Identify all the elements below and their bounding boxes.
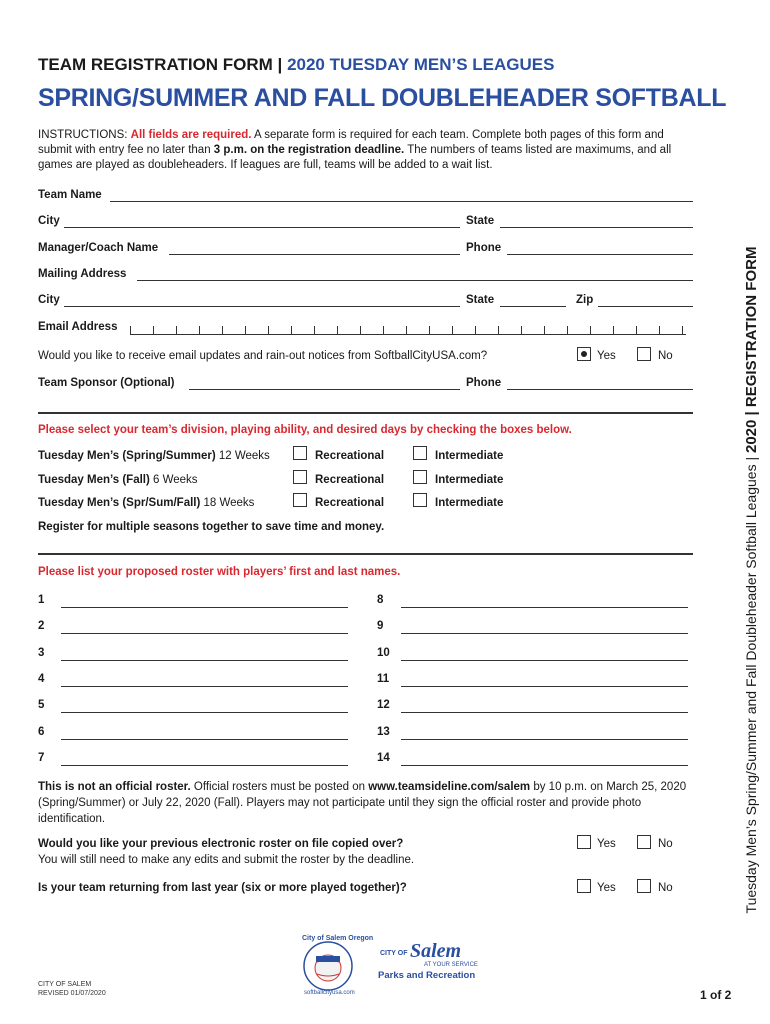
roster-note [38,779,693,827]
division-row-fall [38,474,198,486]
roster-number: 13 [377,726,390,738]
email-no-checkbox[interactable] [637,347,651,361]
roster-number: 7 [38,752,45,764]
intermediate-label: Intermediate [435,497,504,509]
teamsideline-link[interactable]: www.teamsideline.com/salem [368,781,531,793]
team-name-field[interactable] [110,189,693,202]
roster-entry-field[interactable] [61,606,348,608]
roster-entry-field[interactable] [401,632,688,634]
page-title: SPRING/SUMMER AND FALL DOUBLEHEADER SOFTBALL [38,84,727,112]
team-name-row [38,189,693,207]
roster-number: 9 [377,620,384,632]
mailing-row [38,268,693,286]
roster-entry-field[interactable] [61,685,348,687]
division-row-spring [38,450,270,462]
roster-number: 8 [377,594,384,606]
zip-label: Zip [576,294,594,306]
state-field[interactable] [500,215,693,228]
roster-entry-field[interactable] [401,764,688,766]
email-question: Would you like to receive email updates and rain-out notices from SoftballCityUSA.com? [38,350,488,362]
instructions-text: A separate form is required for each team. Complete both pages of this form and submit with entry fee no later than [38,129,664,156]
phone2-label: Phone [466,377,502,389]
copy-roster-yes-label: Yes [597,838,616,850]
returning-no-label: No [658,882,673,894]
copy-roster-no-checkbox[interactable] [637,835,651,849]
email-yes-label: Yes [597,350,616,362]
at-your-service-text: AT YOUR SERVICE [424,962,478,968]
email-field[interactable] [130,321,686,335]
spring-intermediate-checkbox[interactable] [413,446,427,460]
footer-revised: REVISED 01/07/2020 [38,990,106,997]
team-name-label: Team Name [38,189,102,201]
mailing-field[interactable] [137,268,693,281]
roster-number: 12 [377,699,390,711]
returning-question: Is your team returning from last year (six or more played together)? [38,882,407,894]
sponsor-field[interactable] [189,377,460,390]
header-league: 2020 TUESDAY MEN’S LEAGUES [287,55,555,74]
instructions [38,128,690,173]
instructions-text-2: The numbers of teams listed are maximums, and all games are played as doubleheaders. If leagues are full, teams will be added to a wait list. [38,144,672,171]
city2-label: City [38,294,60,306]
division-name: Tuesday Men’s (Spr/Sum/Fall) [38,497,201,509]
softball-city-logo [292,932,374,1000]
footer-info [38,980,106,998]
recreational-label: Recreational [315,450,385,462]
state2-label: State [466,294,495,306]
state-label: State [466,215,495,227]
email-yes-checkbox[interactable] [577,347,591,361]
side-banner-title: 2020 | REGISTRATION FORM [743,246,760,453]
email-label: Email Address [38,321,118,333]
sponsor-row [38,377,693,395]
roster-entry-field[interactable] [401,711,688,713]
roster-number: 4 [38,673,45,685]
roster-number: 10 [377,647,390,659]
city-of-text: CITY OF [380,950,408,957]
all-intermediate-checkbox[interactable] [413,493,427,507]
division-weeks: 12 Weeks [215,450,270,462]
returning-no-checkbox[interactable] [637,879,651,893]
division-weeks: 18 Weeks [200,497,255,509]
softball-url-text: softballcityusa.com [304,990,355,996]
roster-entry-field[interactable] [61,711,348,713]
mailing-label: Mailing Address [38,268,127,280]
roster-entry-field[interactable] [61,764,348,766]
manager-row [38,242,693,260]
state2-field[interactable] [500,294,566,307]
recreational-label: Recreational [315,497,385,509]
email-no-label: No [658,350,673,362]
side-banner-text: Tuesday Men’s Spring/Summer and Fall Doubleheader Softball Leagues | [743,453,759,914]
divider [38,412,693,414]
copy-roster-yes-checkbox[interactable] [577,835,591,849]
returning-yes-label: Yes [597,882,616,894]
returning-yes-checkbox[interactable] [577,879,591,893]
roster-number: 1 [38,594,45,606]
city-field[interactable] [64,215,460,228]
division-name: Tuesday Men’s (Fall) [38,474,150,486]
all-recreational-checkbox[interactable] [293,493,307,507]
salem-parks-logo [378,940,478,982]
copy-roster-subtext: You will still need to make any edits and submit the roster by the deadline. [38,854,415,866]
footer-city: CITY OF SALEM [38,981,92,988]
manager-field[interactable] [169,242,460,255]
instructions-required: All fields are required. [130,129,252,141]
phone-field[interactable] [507,242,693,255]
page-number: 1 of 2 [700,988,732,1002]
roster-entry-field[interactable] [61,659,348,661]
roster-entry-field[interactable] [401,738,688,740]
instructions-prefix: INSTRUCTIONS: [38,129,131,141]
roster-number: 14 [377,752,390,764]
roster-number: 11 [377,673,390,685]
parks-rec-text: Parks and Recreation [378,970,476,981]
division-weeks: 6 Weeks [149,474,198,486]
copy-roster-no-label: No [658,838,673,850]
intermediate-label: Intermediate [435,450,504,462]
phone-label: Phone [466,242,502,254]
roster-note-text: Official rosters must be posted on [190,781,369,793]
roster-number: 3 [38,647,45,659]
email-row [38,321,693,339]
city-row [38,215,693,233]
roster-entry-field[interactable] [401,659,688,661]
city-state-zip-row [38,294,693,312]
manager-label: Manager/Coach Name [38,242,159,254]
division-heading: Please select your team’s division, playing ability, and desired days by checking the boxes below. [38,424,572,436]
division-name: Tuesday Men’s (Spring/Summer) [38,450,216,462]
fall-intermediate-checkbox[interactable] [413,470,427,484]
divider [38,553,693,555]
city-label: City [38,215,60,227]
roster-number: 2 [38,620,45,632]
form-header [38,55,554,75]
instructions-deadline: 3 p.m. on the registration deadline. [213,144,405,156]
header-label: TEAM REGISTRATION FORM | [38,55,283,74]
roster-note-bold: This is not an official roster. [38,781,191,793]
spring-recreational-checkbox[interactable] [293,446,307,460]
phone2-field[interactable] [507,377,693,390]
sponsor-label: Team Sponsor (Optional) [38,377,175,389]
city2-field[interactable] [64,294,460,307]
fall-recreational-checkbox[interactable] [293,470,307,484]
recreational-label: Recreational [315,474,385,486]
division-row-all [38,497,254,509]
side-banner [739,220,763,940]
salem-city-text: City of Salem Oregon [302,935,374,942]
roster-entry-field[interactable] [401,606,688,608]
roster-heading: Please list your proposed roster with players’ first and last names. [38,566,401,578]
roster-note-text-2: by 10 p.m. on March 25, 2020 (Spring/Summer) or July 22, 2020 (Fall). Players may not participate until they sign the official roster and provide photo identification. [38,781,687,825]
roster-number: 6 [38,726,45,738]
division-note: Register for multiple seasons together to save time and money. [38,521,385,533]
salem-wordmark: Salem [410,940,462,962]
roster-entry-field[interactable] [61,738,348,740]
zip-field[interactable] [598,294,693,307]
roster-entry-field[interactable] [61,632,348,634]
roster-entry-field[interactable] [401,685,688,687]
roster-number: 5 [38,699,45,711]
copy-roster-question: Would you like your previous electronic roster on file copied over? [38,838,404,850]
intermediate-label: Intermediate [435,474,504,486]
